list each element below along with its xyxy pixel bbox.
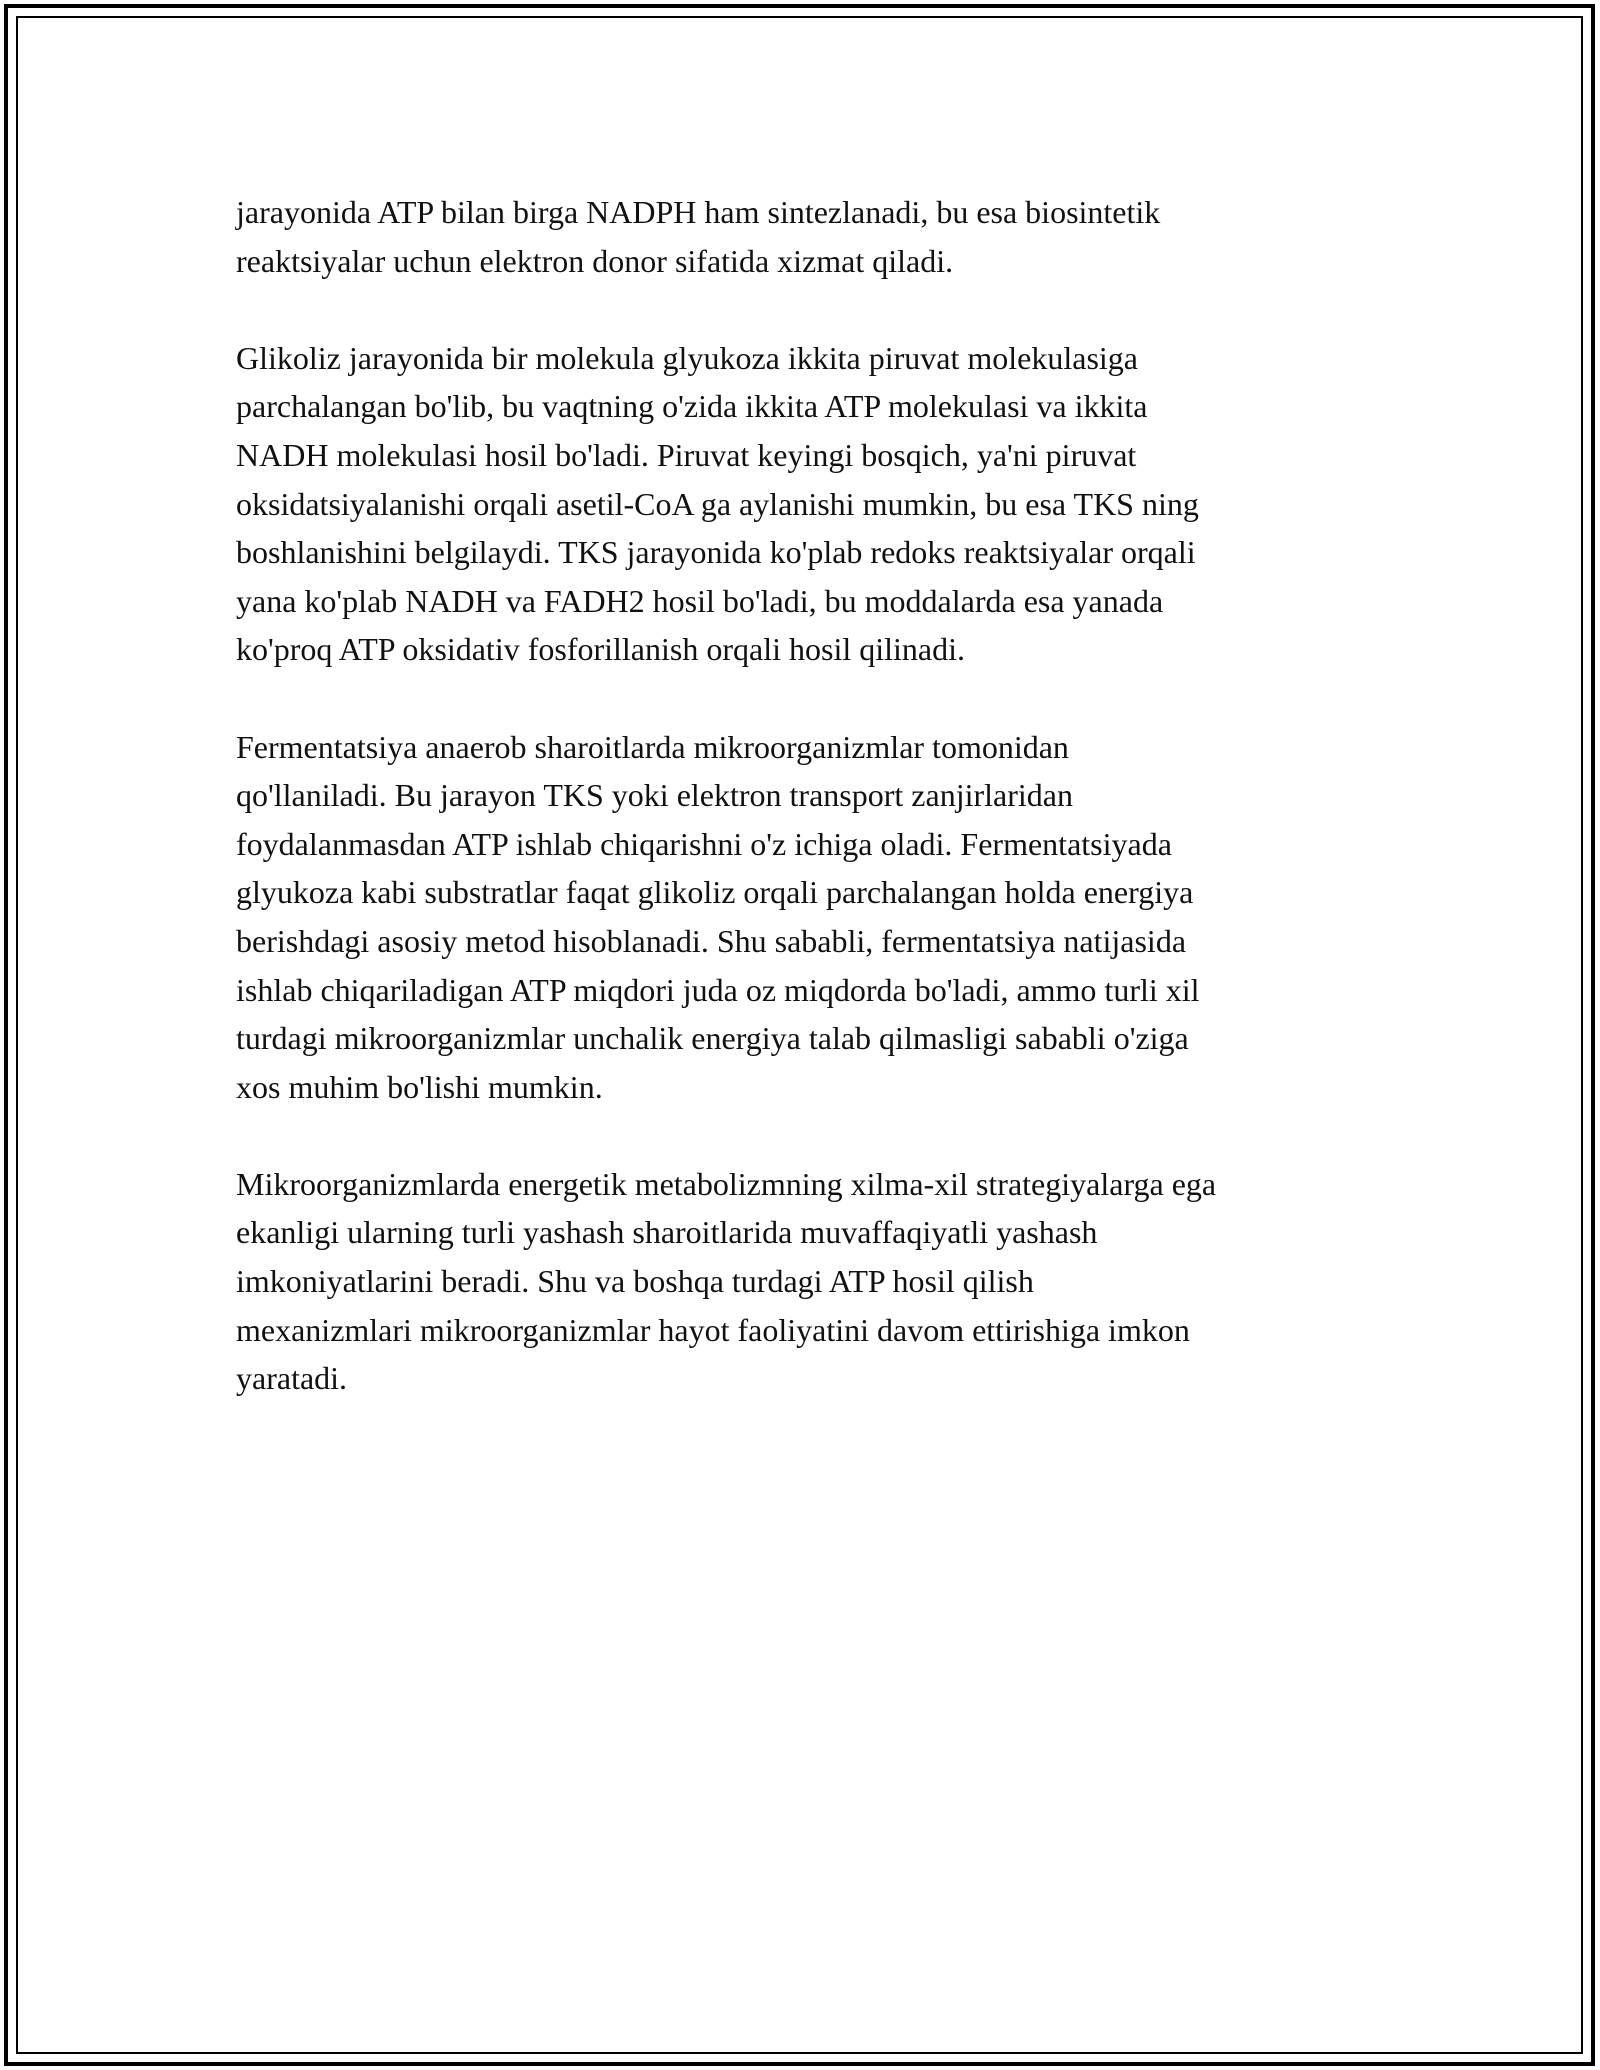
text-line: imkoniyatlarini beradi. Shu va boshqa turdagi ATP hosil qilish: [236, 1263, 1034, 1300]
text-line: reaktsiyalar uchun elektron donor sifatida xizmat qiladi.: [236, 242, 954, 279]
text-line: foydalanmasdan ATP ishlab chiqarishni o'z ichiga oladi. Fermentatsiyada: [236, 825, 1172, 862]
paragraph-4: [236, 1160, 1386, 1403]
text-line: Mikroorganizmlarda energetik metabolizmning xilma-xil strategiyalarga ega: [236, 1165, 1217, 1202]
text-line: oksidatsiyalanishi orqali asetil-CoA ga aylanishi mumkin, bu esa TKS ning: [236, 485, 1199, 522]
text-line: qo'llaniladi. Bu jarayon TKS yoki elektron transport zanjirlaridan: [236, 777, 1073, 814]
text-line: xos muhim bo'lishi mumkin.: [236, 1068, 603, 1105]
text-line: berishdagi asosiy metod hisoblanadi. Shu sababli, fermentatsiya natijasida: [236, 922, 1187, 959]
text-line: yaratadi.: [236, 1360, 348, 1397]
document-body: [236, 188, 1386, 1451]
text-line: NADH molekulasi hosil bo'ladi. Piruvat keyingi bosqich, ya'ni piruvat: [236, 436, 1137, 473]
text-line: ko'proq ATP oksidativ fosforillanish orqali hosil qilinadi.: [236, 631, 965, 668]
text-line: Fermentatsiya anaerob sharoitlarda mikroorganizmlar tomonidan: [236, 728, 1069, 765]
paragraph-1: [236, 188, 1386, 285]
text-line: turdagi mikroorganizmlar unchalik energiya talab qilmasligi sababli o'ziga: [236, 1020, 1189, 1057]
text-line: jarayonida ATP bilan birga NADPH ham sintezlanadi, bu esa biosintetik: [236, 194, 1161, 230]
text-line: parchalangan bo'lib, bu vaqtning o'zida ikkita ATP molekulasi va ikkita: [236, 388, 1148, 425]
text-line: ishlab chiqariladigan ATP miqdori juda oz miqdorda bo'ladi, ammo turli xil: [236, 971, 1200, 1008]
paragraph-2: [236, 334, 1386, 674]
text-line: ekanligi ularning turli yashash sharoitlarida muvaffaqiyatli yashash: [236, 1214, 1098, 1251]
text-line: boshlanishini belgilaydi. TKS jarayonida ko'plab redoks reaktsiyalar orqali: [236, 534, 1196, 571]
text-line: Glikoliz jarayonida bir molekula glyukoza ikkita piruvat molekulasiga: [236, 339, 1138, 376]
paragraph-3: [236, 723, 1386, 1112]
text-line: yana ko'plab NADH va FADH2 hosil bo'ladi, bu moddalarda esa yanada: [236, 582, 1164, 619]
text-line: mexanizmlari mikroorganizmlar hayot faoliyatini davom ettirishiga imkon: [236, 1311, 1190, 1348]
text-line: glyukoza kabi substratlar faqat glikoliz orqali parchalangan holda energiya: [236, 874, 1194, 911]
